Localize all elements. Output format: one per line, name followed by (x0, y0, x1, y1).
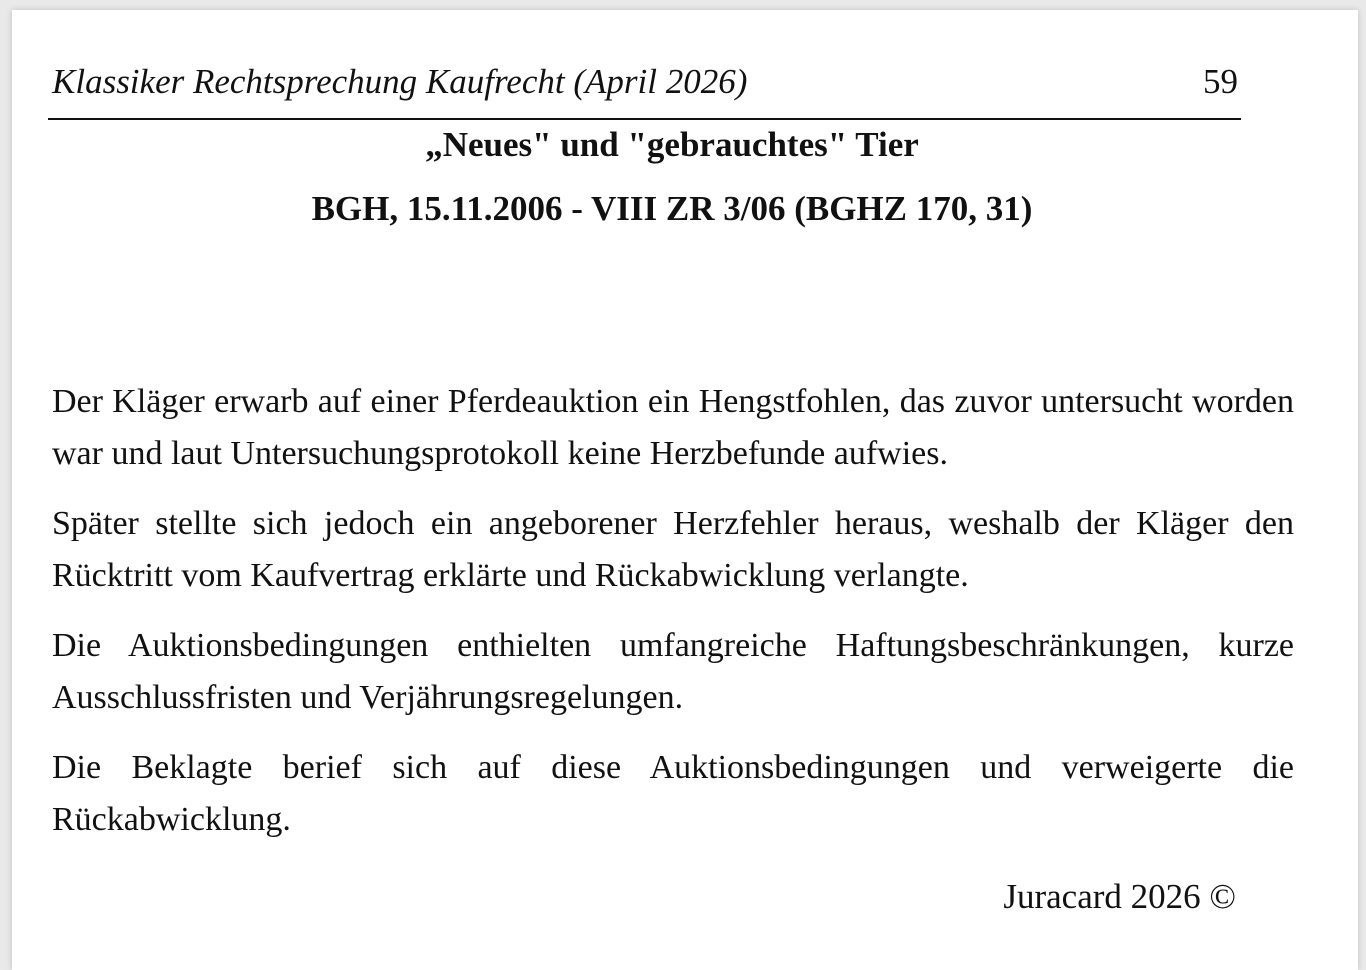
paragraph: Die Auktionsbedingungen enthielten umfangreiche Haftungsbeschränkungen, kurze Ausschlussfristen und Verjährungsregelungen. (52, 627, 1294, 716)
paragraph: Später stellte sich jedoch ein angeborener Herzfehler heraus, weshalb der Kläger den Rücktritt vom Kaufvertrag erklärte und Rückabwicklung verlangte. (52, 505, 1294, 594)
copyright-notice: Juracard 2026 © (1003, 877, 1236, 916)
paragraph: Die Beklagte berief sich auf diese Auktionsbedingungen und verweigerte die Rückabwicklung. (52, 749, 1294, 838)
page-number: 59 (1203, 62, 1238, 101)
document-page (12, 10, 1358, 970)
header-rule (48, 118, 1241, 120)
case-facts (52, 376, 1294, 864)
case-title: „Neues" und "gebrauchtes" Tier (425, 125, 919, 164)
case-citation: BGH, 15.11.2006 - VIII ZR 3/06 (BGHZ 170, 31) (311, 189, 1033, 228)
running-head: Klassiker Rechtsprechung Kaufrecht (April 2026) (52, 62, 748, 101)
paragraph: Der Kläger erwarb auf einer Pferdeauktion ein Hengstfohlen, das zuvor untersucht worden war und laut Untersuchungsprotokoll keine Herzbefunde aufwies. (52, 383, 1294, 472)
